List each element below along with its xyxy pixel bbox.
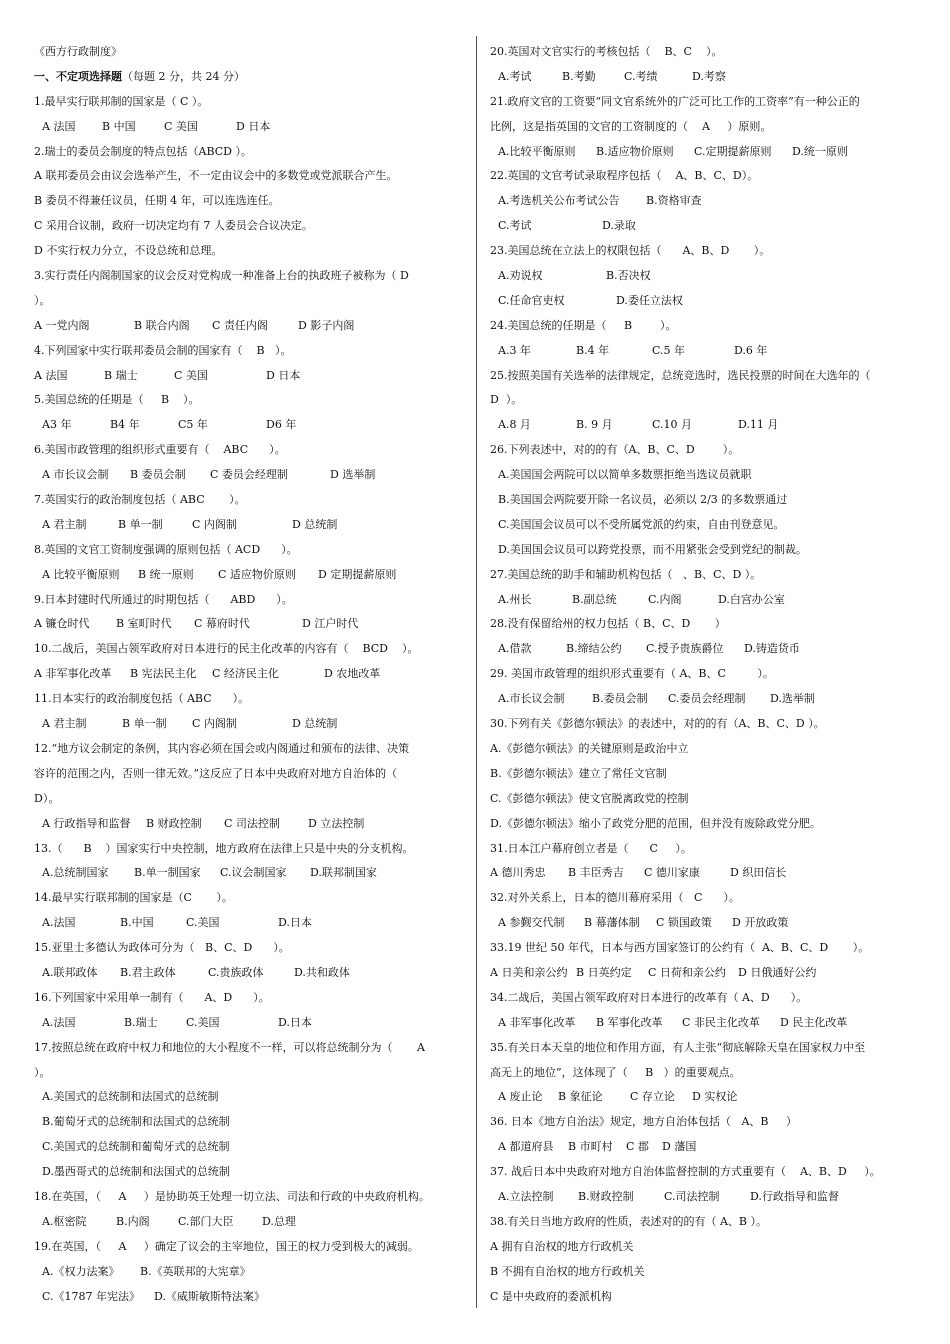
option-row [34, 115, 464, 140]
option-text: D 藩国 [662, 1140, 697, 1154]
question-line: 6.美国市政管理的组织形式重要有（ ABC ）。 [34, 443, 286, 457]
option-text: B 宪法民主化 [130, 667, 197, 681]
option-text: A.美国式的总统制和法国式的总统制 [42, 1090, 219, 1104]
option-row [490, 1185, 915, 1210]
option-text: A.州长 [498, 592, 532, 606]
option-text: B 财政控制 [146, 816, 202, 830]
option-text: C 委员会经理制 [210, 468, 288, 482]
option-row [34, 812, 464, 837]
option-text: C5 年 [178, 418, 208, 432]
question-line: B 不拥有自治权的地方行政机关 [490, 1264, 645, 1278]
option-text: A3 年 [42, 418, 72, 432]
question-line: 3.实行责任内阁制国家的议会反对党构成一种准备上台的执政班子被称为（ D [34, 269, 409, 283]
question-line: 13.（ B ）国家实行中央控制，地方政府在法律上只是中央的分支机构。 [34, 841, 414, 855]
option-text: B.美国国会两院要开除一名议员，必须以 2/3 的多数票通过 [498, 493, 788, 507]
option-text: B 日英约定 [576, 965, 632, 979]
question-line: 比例，这是指英国的文官的工资制度的（ A ）原则。 [490, 119, 772, 133]
option-text: A 都道府县 [498, 1140, 554, 1154]
section-heading [34, 65, 464, 90]
question-line: C 采用合议制，政府一切决定均有 7 人委员会合议决定。 [34, 219, 313, 233]
option-text: D.6 年 [734, 343, 768, 357]
option-row [34, 314, 464, 339]
option-row [490, 588, 915, 613]
option-text: A 一党内阁 [34, 318, 90, 332]
question-line: 8.英国的文官工资制度强调的原则包括（ ACD ）。 [34, 542, 298, 556]
question-line: 28.没有保留给州的权力包括（ B、C、D ） [490, 617, 726, 631]
option-text: B.委员会制 [592, 692, 648, 706]
question-line: 33.19 世纪 50 年代，日本与西方国家签订的公约有（ A、B、C、D ）。 [490, 941, 870, 955]
option-row [490, 637, 915, 662]
option-text: D 定期提薪原则 [318, 567, 397, 581]
option-text: C 美国 [174, 368, 208, 382]
option-text: C 经济民主化 [212, 667, 279, 681]
option-text: D.委任立法权 [616, 293, 683, 307]
option-row [34, 364, 464, 389]
option-text: A 废止论 [498, 1090, 543, 1104]
option-text: D.联邦制国家 [310, 866, 377, 880]
option-text: D.录取 [602, 219, 636, 233]
option-text: C.5 年 [652, 343, 686, 357]
option-text: D 民主化改革 [780, 1015, 848, 1029]
option-text: D.日本 [278, 916, 312, 930]
option-text: C.贵族政体 [208, 965, 264, 979]
option-text: A.枢密院 [42, 1214, 87, 1228]
option-row [34, 1135, 464, 1160]
question-line: 24.美国总统的任期是（ B ）。 [490, 318, 677, 332]
option-text: C.部门大臣 [178, 1214, 234, 1228]
option-row [34, 1260, 464, 1285]
option-text: C.议会制国家 [220, 866, 287, 880]
option-text: B.瑞士 [124, 1015, 158, 1029]
option-row [490, 961, 915, 986]
option-row [34, 961, 464, 986]
option-text: B 瑞士 [104, 368, 138, 382]
option-text: D 日本 [236, 119, 271, 133]
option-row [490, 538, 915, 563]
option-text: D 农地改革 [324, 667, 381, 681]
option-text: A.劝说权 [498, 269, 543, 283]
option-row [490, 140, 915, 165]
option-row [490, 65, 915, 90]
question-line: 29. 美国市政管理的组织形式重要有（ A、B、C ）。 [490, 667, 774, 681]
option-text: A.8 月 [498, 418, 531, 432]
question-line: 1.最早实行联邦制的国家是（ C ）。 [34, 94, 209, 108]
question-line: ）。 [34, 1065, 51, 1079]
option-row [34, 662, 464, 687]
option-text: C.司法控制 [664, 1189, 720, 1203]
option-text: A.市长议会制 [498, 692, 565, 706]
question-line: 11.日本实行的政治制度包括（ ABC ）。 [34, 692, 250, 706]
option-row [490, 1085, 915, 1110]
question-line: 19.在英国，（ A ）确定了议会的主宰地位，国王的权力受到极大的减弱。 [34, 1239, 419, 1253]
option-text: D.考察 [692, 69, 726, 83]
option-text: D.《威斯敏斯特法案》 [154, 1289, 265, 1303]
option-text: B 军事化改革 [596, 1015, 663, 1029]
option-text: A 镰仓时代 [34, 617, 90, 631]
option-row [34, 1085, 464, 1110]
option-text: D.铸造货币 [744, 642, 800, 656]
left-column [34, 40, 464, 1309]
option-text: C.内阁 [648, 592, 682, 606]
section-note: （每题 2 分，共 24 分） [122, 69, 245, 83]
option-text: B.中国 [120, 916, 154, 930]
option-row [34, 1011, 464, 1036]
question-line: 25.按照美国有关选举的法律规定，总统竞选时，选民投票的时间在大选年的（ [490, 368, 871, 382]
option-row [490, 339, 915, 364]
option-text: B 联合内阁 [134, 318, 190, 332]
question-line: D.《彭德尔顿法》缩小了政党分肥的范围，但并没有废除政党分肥。 [490, 816, 821, 830]
question-line: 5.美国总统的任期是（ B ）。 [34, 393, 200, 407]
question-line: 22.英国的文官考试录取程序包括（ A、B、C、D）。 [490, 169, 759, 183]
option-row [34, 712, 464, 737]
option-text: C 锁国政策 [656, 916, 712, 930]
option-text: B 幕藩体制 [584, 916, 640, 930]
option-text: D 总统制 [292, 517, 338, 531]
option-row [490, 513, 915, 538]
right-column [490, 40, 915, 1309]
option-text: A 法国 [42, 119, 76, 133]
question-line: 9.日本封建时代所通过的时期包括（ ABD ）。 [34, 592, 293, 606]
question-line: C.《彭德尔顿法》使文官脱离政党的控制 [490, 791, 689, 805]
option-text: D.墨西哥式的总统制和法国式的总统制 [42, 1165, 230, 1179]
question-line: 34.二战后，美国占领军政府对日本进行的改革有（ A、D ）。 [490, 990, 808, 1004]
question-line: 30.下列有关《彭德尔顿法》的表述中，对的的有（A、B、C、D ）。 [490, 717, 825, 731]
option-text: C 适应物价原则 [218, 567, 296, 581]
option-text: C 内阁制 [192, 717, 237, 731]
option-text: B 单一制 [118, 517, 163, 531]
option-text: C.委员会经理制 [668, 692, 746, 706]
column-divider [476, 36, 477, 1308]
option-text: C 存立论 [630, 1090, 675, 1104]
option-text: D 影子内阁 [298, 318, 355, 332]
option-text: D.共和政体 [294, 965, 350, 979]
question-line: 15.亚里士多德认为政体可分为（ B、C、D ）。 [34, 941, 290, 955]
question-line: B 委员不得兼任议员，任期 4 年，可以连选连任。 [34, 194, 280, 208]
question-line: 容许的范围之内，否则一律无效。”这反应了日本中央政府对地方自治体的（ [34, 766, 398, 780]
option-row [34, 1285, 464, 1310]
option-text: C.美国式的总统制和葡萄牙式的总统制 [42, 1140, 230, 1154]
option-text: B 市町村 [568, 1140, 613, 1154]
option-text: D.总理 [262, 1214, 296, 1228]
document-title: 《西方行政制度》 [34, 45, 122, 58]
option-text: C.任命官吏权 [498, 293, 565, 307]
option-row [34, 1160, 464, 1185]
option-row [490, 189, 915, 214]
question-line: D）。 [34, 791, 60, 805]
option-text: B.资格审查 [646, 194, 702, 208]
option-row [490, 214, 915, 239]
option-text: C.定期提薪原则 [694, 144, 772, 158]
option-text: B.考勤 [562, 69, 596, 83]
question-line: 16.下列国家中采用单一制有（ A、D ）。 [34, 990, 270, 1004]
option-text: D.11 月 [738, 418, 779, 432]
option-text: B 单一制 [122, 717, 167, 731]
option-text: C 司法控制 [224, 816, 280, 830]
option-text: C.授予贵族爵位 [646, 642, 724, 656]
option-row [34, 413, 464, 438]
option-row [490, 264, 915, 289]
question-line: 18.在英国，（ A ）是协助英王处理一切立法、司法和行政的中央政府机构。 [34, 1189, 430, 1203]
option-text: B.4 年 [576, 343, 610, 357]
option-text: B 室町时代 [116, 617, 172, 631]
option-text: D 开放政策 [732, 916, 789, 930]
option-text: A.联邦政体 [42, 965, 98, 979]
option-text: B.《英联邦的大宪章》 [140, 1264, 251, 1278]
option-text: B 象征论 [558, 1090, 603, 1104]
question-line: 31.日本江户幕府创立者是（ C ）。 [490, 841, 692, 855]
option-text: D 江户时代 [302, 617, 359, 631]
option-text: A 君主制 [42, 717, 87, 731]
option-text: D.行政指导和监督 [750, 1189, 839, 1203]
question-line: 7.英国实行的政治制度包括（ ABC ）。 [34, 493, 246, 507]
option-row [490, 289, 915, 314]
question-line: D 不实行权力分立，不设总统和总理。 [34, 244, 223, 258]
option-text: A.比较平衡原则 [498, 144, 576, 158]
option-text: D 日本 [266, 368, 301, 382]
option-text: C 日荷和亲公约 [648, 965, 726, 979]
option-text: C 非民主化改革 [682, 1015, 760, 1029]
option-text: B 委员会制 [130, 468, 186, 482]
option-text: C 内阁制 [192, 517, 237, 531]
question-line: 35.有关日本天皇的地位和作用方面，有人主张“彻底解除天皇在国家权力中至 [490, 1040, 866, 1054]
option-text: A 比较平衡原则 [42, 567, 120, 581]
option-text: D 总统制 [292, 717, 338, 731]
option-row [34, 1110, 464, 1135]
option-text: C.《1787 年宪法》 [42, 1289, 141, 1303]
option-text: D 织田信长 [730, 866, 787, 880]
question-line: 21.政府文官的工资要“同文官系统外的广泛可比工作的工资率”有一种公正的 [490, 94, 860, 108]
option-text: D.白宫办公室 [718, 592, 785, 606]
option-row [490, 687, 915, 712]
option-row [34, 1210, 464, 1235]
option-row [490, 911, 915, 936]
option-text: B.否决权 [606, 269, 651, 283]
option-text: C.考绩 [624, 69, 658, 83]
question-line: 12.“地方议会制定的条例，其内容必须在国会或内阁通过和颁布的法律、决策 [34, 741, 410, 755]
option-text: D 选举制 [330, 468, 376, 482]
option-text: A.考选机关公布考试公告 [498, 194, 620, 208]
option-text: D 实权论 [692, 1090, 738, 1104]
option-text: C 美国 [164, 119, 198, 133]
question-line: 27.美国总统的助手和辅助机构包括（ 、B、C、D ）。 [490, 567, 762, 581]
option-text: A.法国 [42, 916, 76, 930]
question-line: 37. 战后日本中央政府对地方自治体监督控制的方式重要有（ A、B、D ）。 [490, 1165, 881, 1179]
option-row [34, 513, 464, 538]
option-row [490, 1011, 915, 1036]
question-line: 10.二战后，美国占领军政府对日本进行的民主化改革的内容有（ BCD ）。 [34, 642, 419, 656]
option-text: D.选举制 [770, 692, 815, 706]
question-line: 高无上的地位”，这体现了（ B ）的重要观点。 [490, 1065, 741, 1079]
option-text: A 非军事化改革 [498, 1015, 576, 1029]
option-row [34, 463, 464, 488]
question-line: D ）。 [490, 393, 523, 407]
option-text: A.3 年 [498, 343, 531, 357]
question-line: 14.最早实行联邦制的国家是（C ）。 [34, 891, 233, 905]
option-text: C 郡 [626, 1140, 649, 1154]
option-row [34, 861, 464, 886]
option-row [490, 1135, 915, 1160]
option-text: A 行政指导和监督 [42, 816, 131, 830]
option-row [490, 463, 915, 488]
option-text: D.统一原则 [792, 144, 848, 158]
option-text: B.适应物价原则 [596, 144, 674, 158]
question-line: 4.下列国家中实行联邦委员会制的国家有（ B ）。 [34, 343, 292, 357]
option-text: D6 年 [266, 418, 297, 432]
option-text: D.美国国会议员可以跨党投票，而不用紧张会受到党纪的制裁。 [498, 542, 807, 556]
question-line: A 联邦委员会由议会选举产生，不一定由议会中的多数党或党派联合产生。 [34, 169, 398, 183]
question-line: A.《彭德尔顿法》的关键原则是政治中立 [490, 741, 689, 755]
option-text: A 市长议会制 [42, 468, 109, 482]
option-text: C.美国 [186, 916, 220, 930]
option-text: C 幕府时代 [194, 617, 250, 631]
option-text: B.缔结公约 [566, 642, 622, 656]
option-text: C.美国 [186, 1015, 220, 1029]
question-line: A 拥有自治权的地方行政机关 [490, 1239, 634, 1253]
question-line: 26.下列表述中，对的的有（A、B、C、D ）。 [490, 443, 740, 457]
option-row [34, 612, 464, 637]
option-text: A.借款 [498, 642, 532, 656]
option-text: C 责任内阁 [212, 318, 268, 332]
option-row [34, 563, 464, 588]
option-text: C.美国国会议员可以不受所属党派的约束，自由刊登意见。 [498, 517, 785, 531]
option-text: A.《权力法案》 [42, 1264, 120, 1278]
option-text: B.葡萄牙式的总统制和法国式的总统制 [42, 1115, 230, 1129]
option-text: B 丰臣秀吉 [568, 866, 624, 880]
question-line: ）。 [34, 293, 51, 307]
option-row [490, 488, 915, 513]
option-text: A 非军事化改革 [34, 667, 112, 681]
option-text: B 中国 [102, 119, 136, 133]
option-text: A.法国 [42, 1015, 76, 1029]
option-text: B4 年 [110, 418, 140, 432]
option-text: A.美国国会两院可以以简单多数票拒绝当选议员就职 [498, 468, 752, 482]
option-text: A 君主制 [42, 517, 87, 531]
option-text: B.副总统 [572, 592, 617, 606]
question-line: 17.按照总统在政府中权力和地位的大小程度不一样，可以将总统制分为（ A [34, 1040, 425, 1054]
option-text: A 德川秀忠 [490, 866, 546, 880]
option-text: B.君主政体 [120, 965, 176, 979]
option-text: B.单一制国家 [134, 866, 201, 880]
option-text: A.考试 [498, 69, 532, 83]
option-text: A.总统制国家 [42, 866, 109, 880]
option-text: C.10 月 [652, 418, 693, 432]
option-text: B.内阁 [116, 1214, 150, 1228]
option-row [490, 861, 915, 886]
option-text: A.立法控制 [498, 1189, 554, 1203]
question-line: 38.有关日当地方政府的性质，表述对的的有（ A、B ）。 [490, 1214, 768, 1228]
question-line: 2.瑞士的委员会制度的特点包括（ABCD ）。 [34, 144, 252, 158]
question-line: C 是中央政府的委派机构 [490, 1289, 612, 1303]
question-line: B.《彭德尔顿法》建立了常任文官制 [490, 766, 667, 780]
option-text: B.财政控制 [578, 1189, 634, 1203]
option-text: C.考试 [498, 219, 532, 233]
section-heading-text: 一、不定项选择题 [34, 69, 122, 83]
option-text: C 德川家康 [644, 866, 700, 880]
question-line: 32.对外关系上，日本的德川幕府采用（ C ）。 [490, 891, 740, 905]
option-text: A 日美和亲公约 [490, 965, 568, 979]
option-text: B 统一原则 [138, 567, 194, 581]
option-text: D 日俄通好公约 [738, 965, 817, 979]
option-text: B. 9 月 [576, 418, 613, 432]
option-text: D.日本 [278, 1015, 312, 1029]
question-line: 23.美国总统在立法上的权限包括（ A、B、D ）。 [490, 244, 771, 258]
question-line: 20.英国对文官实行的考核包括（ B、C ）。 [490, 45, 723, 58]
question-line: 36. 日本《地方自治法》规定，地方自治体包括（ A、B ） [490, 1115, 797, 1129]
option-row [34, 911, 464, 936]
option-text: A 法国 [34, 368, 68, 382]
option-text: A 参觐交代制 [498, 916, 565, 930]
option-row [490, 413, 915, 438]
option-text: D 立法控制 [308, 816, 365, 830]
